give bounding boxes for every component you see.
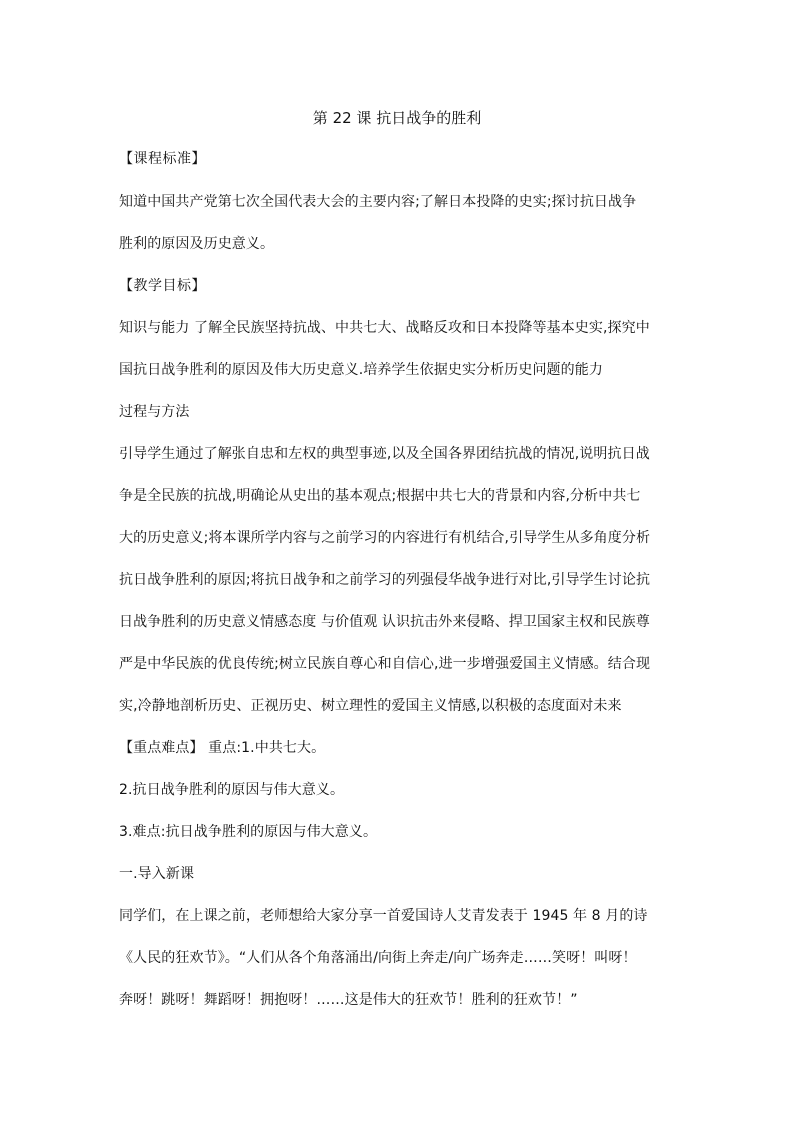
paragraph-line: 知识与能力 了解全民族坚持抗战、中共七大、战略反攻和日本投降等基本史实,探究中 — [119, 320, 650, 336]
paragraph-line: 争是全民族的抗战,明确论从史出的基本观点;根据中共七大的背景和内容,分析中共七 — [119, 488, 641, 504]
paragraph-line: 大的历史意义;将本课所学内容与之前学习的内容进行有机结合,引导学生从多角度分析 — [119, 530, 651, 546]
paragraph-line: 实,冷静地剖析历史、正视历史、树立理性的爱国主义情感,以积极的态度面对未来 — [119, 698, 622, 714]
paragraph-line: 严是中华民族的优良传统;树立民族自尊心和自信心,进一步增强爱国主义情感。结合现 — [119, 656, 651, 672]
section-heading-teaching-goals: 【教学目标】 — [119, 278, 206, 294]
paragraph-line: 胜利的原因及历史意义。 — [119, 236, 275, 252]
key-points-line: 2.抗日战争胜利的原因与伟大意义。 — [119, 782, 345, 798]
key-points-line: 3.难点:抗日战争胜利的原因与伟大意义。 — [119, 824, 378, 840]
paragraph-line: 抗日战争胜利的原因;将抗日战争和之前学习的列强侵华战争进行对比,引导学生讨论抗 — [119, 572, 651, 588]
paragraph-line: 《人民的狂欢节》。“人们从各个角落涌出/向街上奔走/向广场奔走……笑呀！叫呀！ — [119, 950, 637, 966]
section-heading-course-standard: 【课程标准】 — [119, 151, 206, 167]
subheading-process-method: 过程与方法 — [119, 404, 190, 420]
section-heading-intro: 一.导入新课 — [119, 866, 195, 882]
page-title: 第 22 课 抗日战争的胜利 — [312, 109, 482, 127]
paragraph-line: 国抗日战争胜利的原因及伟大历史意义.培养学生依据史实分析历史问题的能力 — [119, 362, 603, 378]
paragraph-line: 日战争胜利的历史意义情感态度 与价值观 认识抗击外来侵略、捍卫国家主权和民族尊 — [119, 614, 650, 630]
key-points-line: 【重点难点】 重点:1.中共七大。 — [119, 740, 326, 756]
paragraph-line: 知道中国共产党第七次全国代表大会的主要内容;了解日本投降的史实;探讨抗日战争 — [119, 194, 637, 210]
paragraph-line: 引导学生通过了解张自忠和左权的典型事迹,以及全国各界团结抗战的情况,说明抗日战 — [119, 446, 650, 462]
paragraph-line: 奔呀！跳呀！舞蹈呀！拥抱呀！……这是伟大的狂欢节！胜利的狂欢节！” — [119, 992, 578, 1008]
paragraph-line: 同学们，在上课之前，老师想给大家分享一首爱国诗人艾青发表于 1945 年 8 月的诗 — [119, 908, 648, 924]
